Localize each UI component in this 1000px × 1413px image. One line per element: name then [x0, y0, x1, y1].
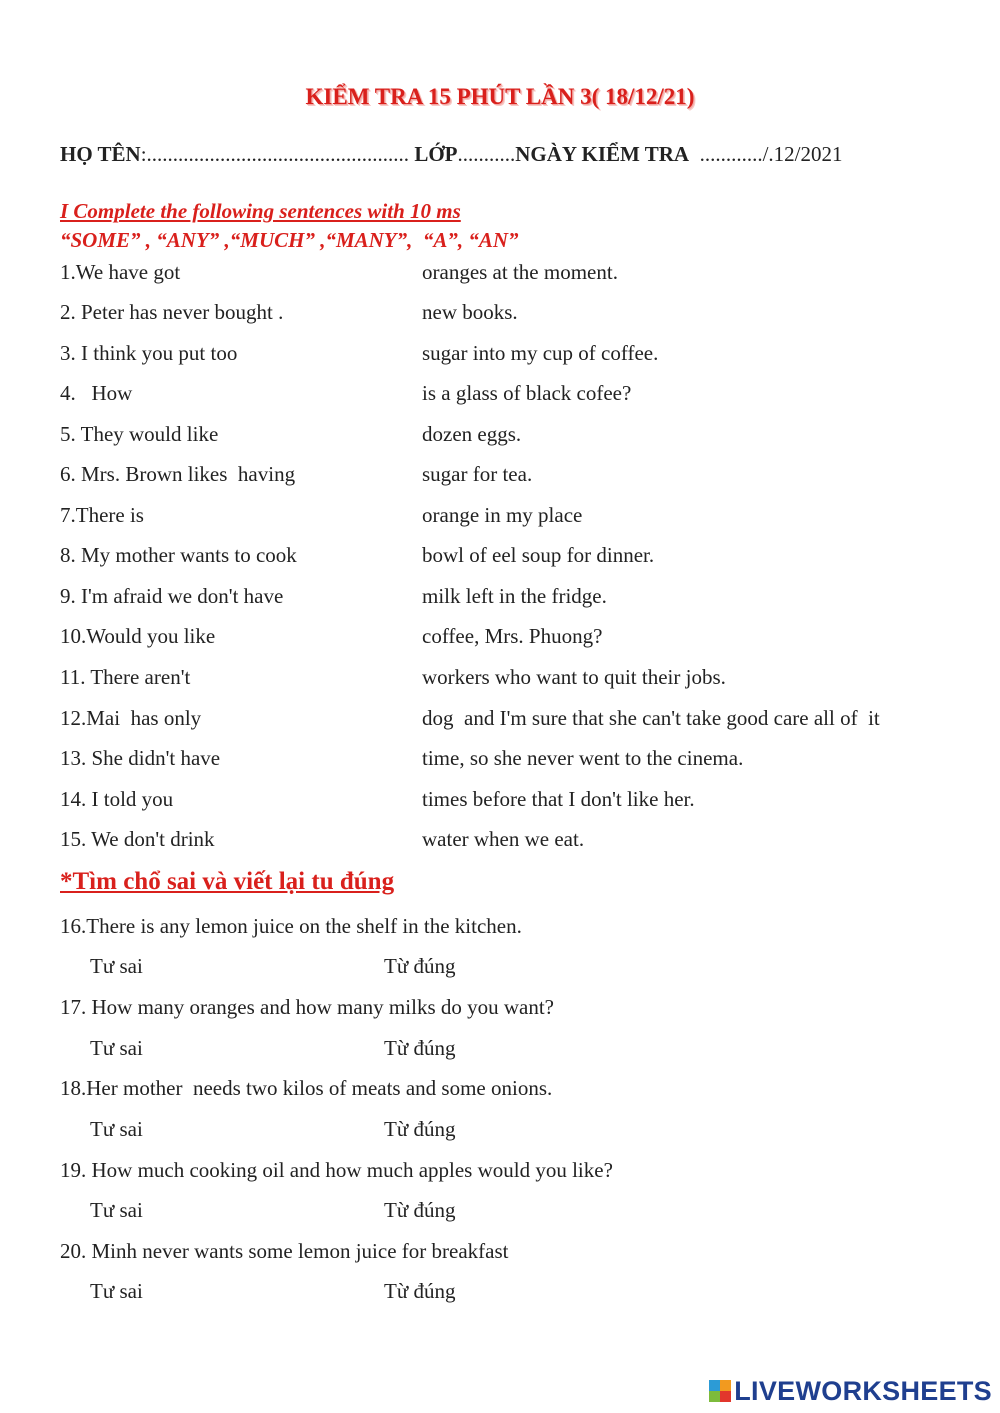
- question-left: 12.Mai has only: [60, 706, 202, 730]
- question-right: dozen eggs.: [422, 422, 522, 446]
- question-right: sugar into my cup of coffee.: [422, 341, 659, 365]
- error-question: 16.There is any lemon juice on the shelf in the kitchen.: [60, 914, 522, 938]
- question-row: [60, 300, 960, 330]
- class-label: LỚP: [414, 142, 458, 166]
- question-left: 10.Would you like: [60, 624, 216, 648]
- question-row: [60, 787, 960, 817]
- question-row: [60, 827, 960, 857]
- question-right: times before that I don't like her.: [422, 787, 695, 811]
- question-left: 2. Peter has never bought .: [60, 300, 284, 324]
- wrong-word-label: Tư sai: [90, 954, 143, 978]
- question-left: 7.There is: [60, 503, 144, 527]
- question-row: [60, 624, 960, 654]
- error-question: 18.Her mother needs two kilos of meats and some onions.: [60, 1076, 553, 1100]
- question-left: 1.We have got: [60, 260, 181, 284]
- date-label: NGÀY KIỂM TRA: [515, 142, 690, 166]
- question-right: orange in my place: [422, 503, 583, 527]
- name-label: HỌ TÊN: [60, 142, 141, 166]
- correct-word-label: Từ đúng: [384, 1117, 456, 1141]
- wrong-word-label: Tư sai: [90, 1036, 143, 1060]
- correct-word-label: Từ đúng: [384, 1198, 456, 1222]
- logo-mark-square: [709, 1380, 720, 1391]
- answer-row: [90, 1036, 590, 1066]
- question-left: 3. I think you put too: [60, 341, 238, 365]
- question-row: [60, 665, 960, 695]
- question-right: coffee, Mrs. Phuong?: [422, 624, 603, 648]
- wrong-word-label: Tư sai: [90, 1117, 143, 1141]
- logo-mark-square: [709, 1391, 720, 1402]
- wrong-word-label: Tư sai: [90, 1279, 143, 1303]
- section2-title: *Tìm chổ sai và viết lại tu đúng: [60, 868, 395, 895]
- answer-row: [90, 1279, 590, 1309]
- error-question: 17. How many oranges and how many milks do you want?: [60, 995, 555, 1019]
- wrong-word-label: Tư sai: [90, 1198, 143, 1222]
- question-row: [60, 422, 960, 452]
- liveworksheets-logo[interactable]: [709, 1373, 992, 1409]
- answer-row: [90, 1117, 590, 1147]
- class-blank[interactable]: ...........: [457, 142, 516, 166]
- date-blank[interactable]: ............/.12/2021: [699, 142, 843, 166]
- answer-row: [90, 1198, 590, 1228]
- section1-title: I Complete the following sentences with 10 ms: [60, 199, 461, 223]
- error-question: 19. How much cooking oil and how much apples would you like?: [60, 1158, 613, 1182]
- question-row: [60, 260, 960, 290]
- section1-word-bank: “SOME” , “ANY” ,“MUCH” ,“MANY”, “A”, “AN”: [60, 228, 519, 252]
- question-left: 5. They would like: [60, 422, 219, 446]
- correct-word-label: Từ đúng: [384, 1036, 456, 1060]
- question-left: 14. I told you: [60, 787, 174, 811]
- question-right: workers who want to quit their jobs.: [422, 665, 726, 689]
- question-left: 4. How: [60, 381, 133, 405]
- question-left: 13. She didn't have: [60, 746, 221, 770]
- logo-mark-square: [720, 1391, 731, 1402]
- question-right: sugar for tea.: [422, 462, 533, 486]
- logo-text: LIVEWORKSHEETS: [734, 1375, 992, 1406]
- name-blank[interactable]: :..................................................: [140, 142, 410, 166]
- question-row: [60, 746, 960, 776]
- question-right: is a glass of black cofee?: [422, 381, 632, 405]
- question-left: 15. We don't drink: [60, 827, 215, 851]
- correct-word-label: Từ đúng: [384, 954, 456, 978]
- question-right: milk left in the fridge.: [422, 584, 607, 608]
- answer-row: [90, 954, 590, 984]
- question-row: [60, 341, 960, 371]
- question-row: [60, 503, 960, 533]
- question-right: bowl of eel soup for dinner.: [422, 543, 655, 567]
- question-right: water when we eat.: [422, 827, 585, 851]
- question-row: [60, 462, 960, 492]
- question-left: 11. There aren't: [60, 665, 191, 689]
- question-row: [60, 706, 960, 736]
- question-row: [60, 584, 960, 614]
- question-right: dog and I'm sure that she can't take good care all of it: [422, 706, 880, 730]
- question-row: [60, 381, 960, 411]
- page-title: KIỂM TRA 15 PHÚT LẦN 3( 18/12/21): [305, 84, 695, 109]
- error-question: 20. Minh never wants some lemon juice for breakfast: [60, 1239, 509, 1263]
- logo-mark-square: [720, 1380, 731, 1391]
- question-row: [60, 543, 960, 573]
- question-right: time, so she never went to the cinema.: [422, 746, 744, 770]
- student-info-line: [60, 142, 843, 167]
- question-right: new books.: [422, 300, 518, 324]
- question-right: oranges at the moment.: [422, 260, 618, 284]
- logo-mark-icon: [709, 1380, 731, 1402]
- question-left: 8. My mother wants to cook: [60, 543, 297, 567]
- correct-word-label: Từ đúng: [384, 1279, 456, 1303]
- question-left: 9. I'm afraid we don't have: [60, 584, 284, 608]
- question-left: 6. Mrs. Brown likes having: [60, 462, 296, 486]
